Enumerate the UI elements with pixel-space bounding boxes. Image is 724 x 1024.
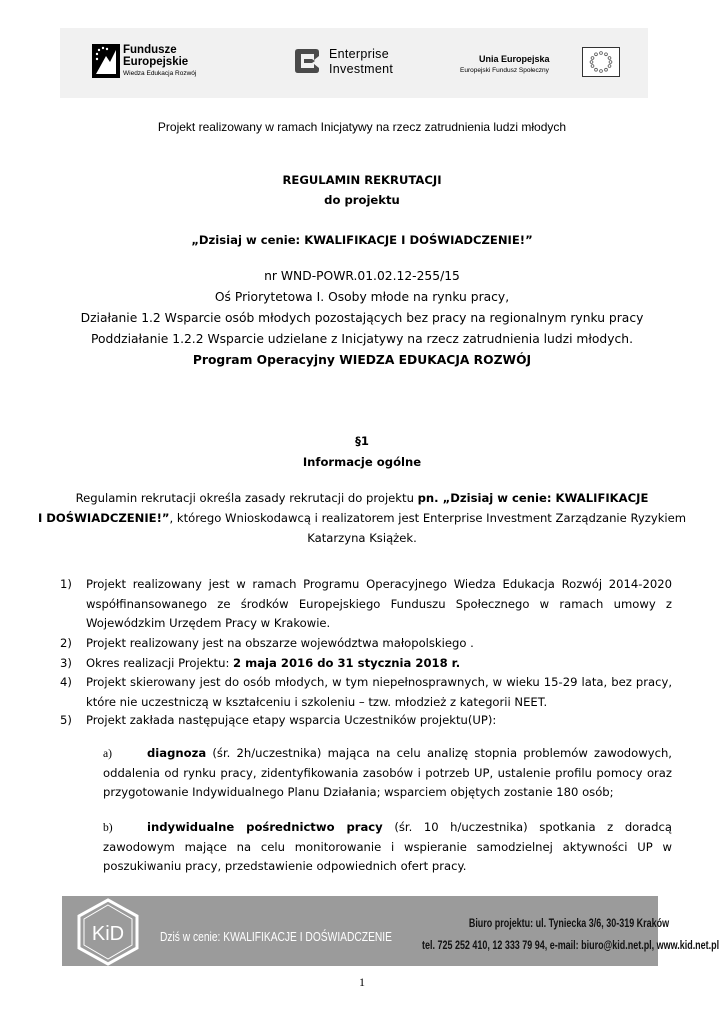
kid-logo-text: KiD	[91, 923, 125, 945]
list-item-text: Projekt realizowany jest na obszarze województwa małopolskiego .	[86, 636, 474, 650]
list-item	[60, 673, 672, 712]
page-number: 1	[359, 975, 365, 989]
document-title: REGULAMIN REKRUTACJI	[282, 173, 442, 187]
list-item-text	[86, 654, 672, 674]
kid-logo-icon	[75, 898, 141, 966]
section-number: §1	[355, 434, 369, 448]
sub-list-text: (śr. 2h/uczestnika) mająca na celu analizę stopnia problemów zawodowych, oddalenia od rynku pracy, zidentyfikowania zasobów i potrzeb UP, ustalenie profilu pomocy oraz przygotowanie Indywidualnego Planu Działania; wsparciem objętych zostanie 180 osób;	[103, 746, 672, 799]
list-item-number: 2)	[60, 636, 72, 650]
fe-logo-line3: Wiedza Edukacja Rozwój	[123, 70, 197, 77]
list-item-prefix: Okres realizacji Projektu:	[86, 656, 234, 670]
list-item-number: 5)	[60, 713, 72, 727]
list-item	[60, 634, 672, 654]
project-number: nr WND-POWR.01.02.12-255/15	[264, 269, 460, 283]
list-item	[60, 654, 672, 674]
intro-bold2: I DOŚWIADCZENIE!”	[37, 511, 170, 525]
list-item-number: 4)	[60, 675, 72, 689]
ue-logo-line2: Europejski Fundusz Społeczny	[460, 67, 549, 74]
priority-axis: Oś Priorytetowa I. Osoby młode na rynku pracy,	[214, 290, 510, 304]
list-item-number: 1)	[60, 577, 72, 591]
list-item-text: Projekt zakłada następujące etapy wsparcia Uczestników projektu(UP):	[86, 713, 497, 727]
fundusze-europejskie-logo-icon	[92, 44, 120, 78]
measure: Działanie 1.2 Wsparcie osób młodych pozostających bez pracy na regionalnym rynku pracy	[80, 311, 644, 325]
intro-prefix: Regulamin rekrutacji określa zasady rekrutacji do projektu	[75, 491, 418, 505]
sub-list-item	[103, 744, 672, 803]
fe-logo-line2: Europejskie	[123, 56, 189, 68]
fe-logo-line1: Fundusze	[123, 44, 177, 56]
ei-logo-line2: Investment	[329, 62, 394, 76]
section-title: Informacje ogólne	[302, 455, 422, 469]
list-item	[60, 711, 672, 731]
ue-logo-line1: Unia Europejska	[479, 54, 550, 64]
sub-list-bold: diagnoza	[147, 746, 207, 760]
list-item-number: 3)	[60, 656, 72, 670]
list-item	[60, 575, 672, 634]
project-name: „Dzisiaj w cenie: KWALIFIKACJE I DOŚWIADCZENIE!”	[191, 233, 533, 247]
project-period: 2 maja 2016 do 31 stycznia 2018 r.	[233, 656, 461, 670]
sub-measure: Poddziałanie 1.2.2 Wsparcie udzielane z Inicjatywy na rzecz zatrudnienia ludzi młodych.	[91, 332, 633, 346]
document-subtitle: do projektu	[324, 193, 400, 207]
sub-list-item	[103, 818, 672, 877]
footer-contact: tel. 725 252 410, 12 333 79 94, e-mail: biuro@kid.net.pl, www.kid.net.pl	[422, 940, 720, 952]
ei-logo-line1: Enterprise	[329, 47, 389, 61]
list-item-text: Projekt skierowany jest do osób młodych, w tym niepełnosprawnych, w wieku 15-29 lata, bez pracy, które nie uczestniczą w kształceniu i szkoleniu – tzw. młodzież z kategorii NEET.	[86, 675, 672, 709]
eu-flag-icon	[582, 47, 620, 77]
intro-rest: , którego Wnioskodawcą i realizatorem jest Enterprise Investment Zarządzanie Ryzykiem	[169, 511, 687, 525]
operational-program: Program Operacyjny WIEDZA EDUKACJA ROZWÓJ	[192, 353, 532, 367]
sub-list-letter: b)	[103, 821, 113, 834]
intro-paragraph	[0, 488, 724, 548]
sub-list-text: (śr. 10 h/uczestnika) spotkania z doradcą zawodowym mające na celu monitorowanie i wspieranie samodzielnej aktywności UP w poszukiwaniu pracy, przedstawienie odpowiednich ofert pracy.	[103, 820, 672, 873]
sub-list-bold: indywidualne pośrednictwo pracy	[147, 820, 383, 834]
header-note: Projekt realizowany w ramach Inicjatywy na rzecz zatrudnienia ludzi młodych	[157, 120, 567, 134]
enterprise-investment-logo-icon	[292, 46, 322, 76]
sub-list-letter: a)	[103, 747, 113, 760]
intro-bold1: pn. „Dzisiaj w cenie: KWALIFIKACJE	[417, 491, 649, 505]
intro-line3: Katarzyna Książek.	[307, 531, 417, 545]
footer-address: Biuro projektu: ul. Tyniecka 3/6, 30-319 Kraków	[468, 918, 670, 930]
list-item-text: Projekt realizowany jest w ramach Programu Operacyjnego Wiedza Edukacja Rozwój 2014-2020 współfinansowanego ze środków Europejskiego Funduszu Społecznego w ramach umowy z Wojewódzkim Urzędem Pracy w Krakowie.	[86, 577, 672, 630]
footer-slogan: Dziś w cenie: KWALIFIKACJE I DOŚWIADCZENIE	[160, 930, 392, 944]
